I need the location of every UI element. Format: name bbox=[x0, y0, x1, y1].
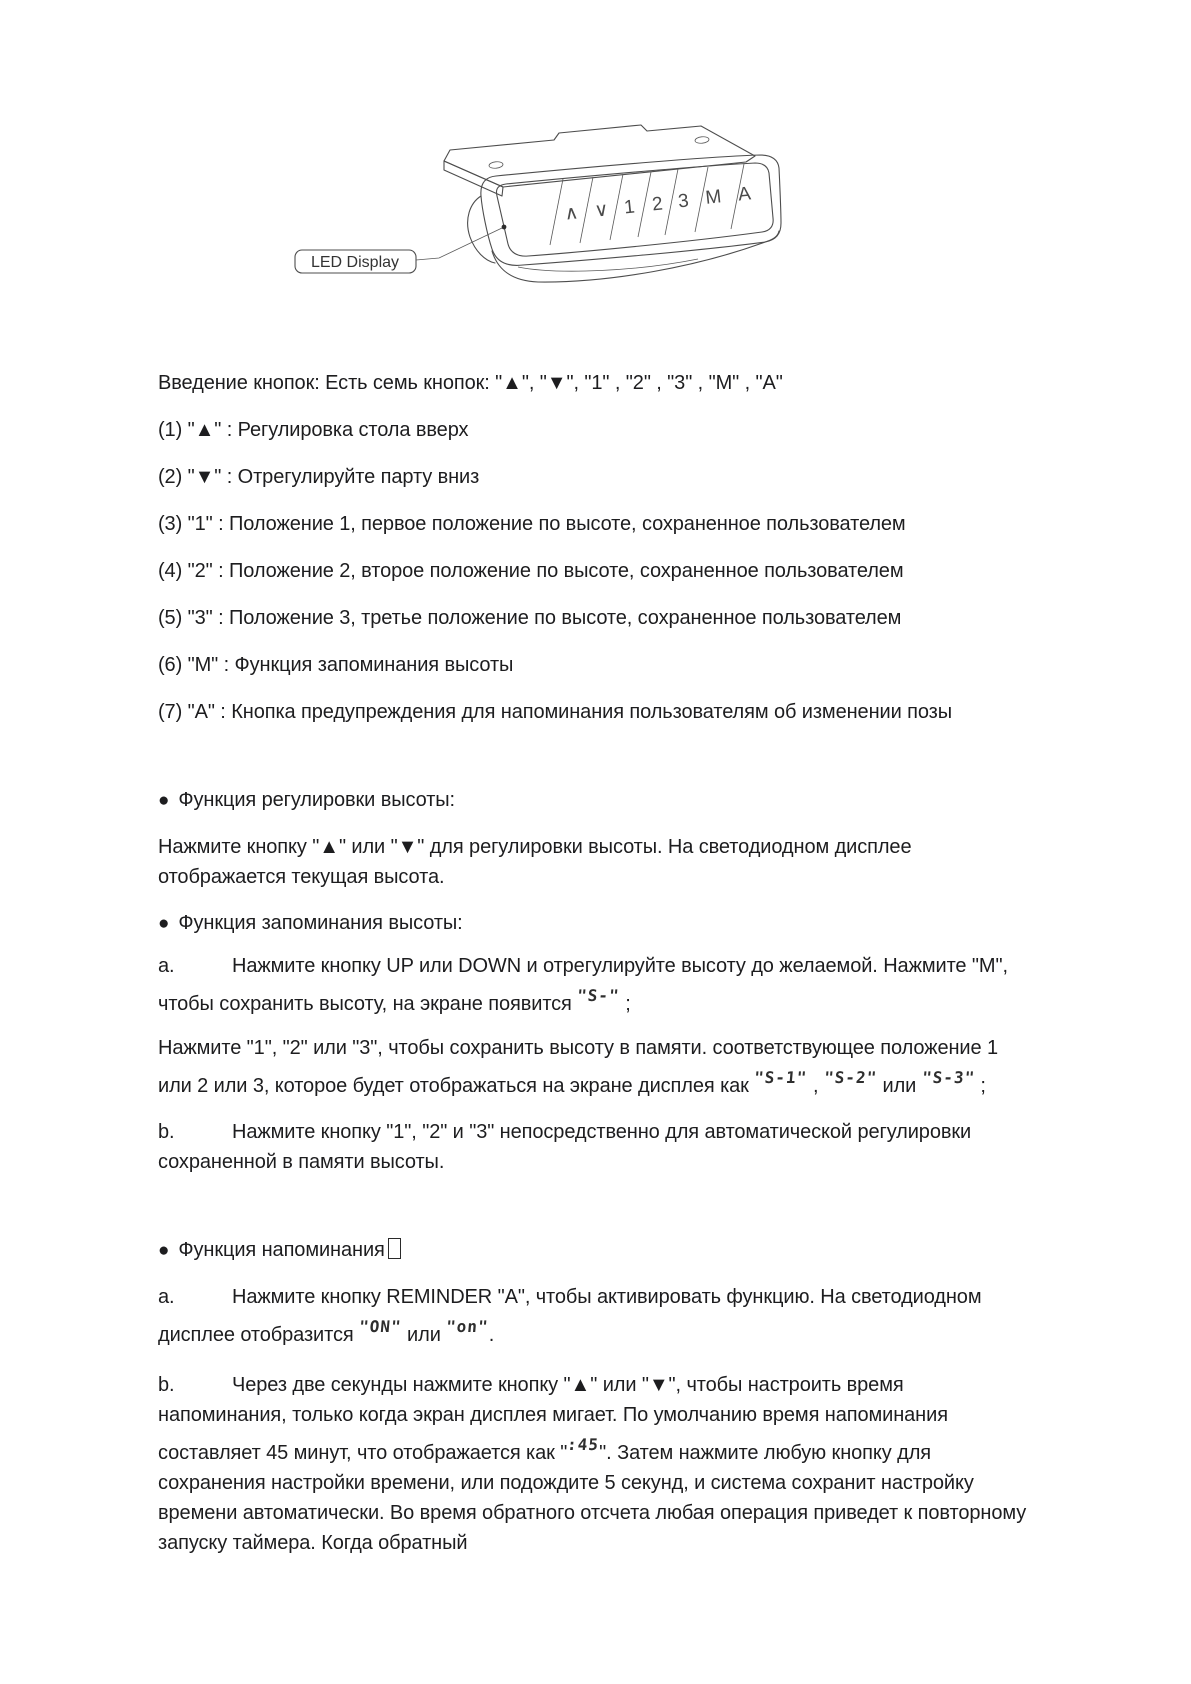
button-item-2: (2) "▼" : Отрегулируйте парту вниз bbox=[158, 466, 480, 488]
memory-heading bbox=[158, 908, 1033, 939]
separator-or: или bbox=[882, 1075, 917, 1097]
bracket-plate bbox=[444, 125, 755, 187]
button-m[interactable]: M bbox=[704, 186, 723, 209]
led-sample-on-lower: "on" bbox=[445, 1317, 490, 1336]
housing-left-curve bbox=[468, 196, 495, 263]
separator: , bbox=[812, 1075, 819, 1097]
reminder-step-b-text1: Через две секунды нажмите кнопку "▲" или "▼", чтобы настроить время напоминания, только когда экран дисплея мигает. По умолчанию время напоминания составляет 45 минут, что отображается как " bbox=[158, 1374, 948, 1464]
bullet-icon: ● bbox=[158, 790, 170, 811]
memory-step-a-text: Нажмите кнопку UP или DOWN и отрегулируйте высоту до желаемой. Нажмите "M", чтобы сохранить высоту, на экране появится bbox=[158, 955, 1008, 1015]
bullet-icon: ● bbox=[158, 913, 170, 934]
bullet-icon: ● bbox=[158, 1240, 170, 1261]
led-sample-s3: "S-3" bbox=[920, 1068, 976, 1087]
memory-step-a bbox=[158, 951, 1033, 1019]
reminder-heading-text: Функция напоминания bbox=[178, 1239, 385, 1261]
step-marker-a: a. bbox=[158, 1286, 175, 1308]
memory-positions-text: Нажмите "1", "2" или "3", чтобы сохранить высоту в памяти. соответствующее положение 1 или 2 или 3, которое будет отображаться на экране дисплея как bbox=[158, 1037, 998, 1097]
button-item-3: (3) "1" : Положение 1, первое положение по высоте, сохраненное пользователем bbox=[158, 513, 906, 535]
separator-or: или bbox=[407, 1324, 441, 1346]
led-display-dot bbox=[502, 225, 507, 230]
led-sample-s2: "S-2" bbox=[823, 1068, 878, 1087]
button-down-icon[interactable]: ∨ bbox=[593, 199, 610, 222]
device-figure bbox=[0, 0, 1191, 340]
reminder-step-a-tail: . bbox=[488, 1324, 495, 1346]
button-item-4: (4) "2" : Положение 2, второе положение по высоте, сохраненное пользователем bbox=[158, 560, 904, 582]
height-adjust-heading-text: Функция регулировки высоты: bbox=[178, 789, 455, 811]
led-sample-45: :45 bbox=[566, 1435, 601, 1454]
button-a[interactable]: A bbox=[737, 183, 752, 206]
reminder-step-b bbox=[158, 1370, 1033, 1558]
memory-step-b-text: Нажмите кнопку "1", "2" и "3" непосредственно для автоматической регулировки сохраненной в памяти высоты. bbox=[158, 1121, 972, 1173]
intro-paragraph: Введение кнопок: Есть семь кнопок: "▲", "▼", "1" , "2" , "3" , "M" , "A" bbox=[158, 372, 783, 394]
control-panel-drawing bbox=[272, 105, 788, 305]
button-up-icon[interactable]: ∧ bbox=[563, 202, 580, 225]
memory-positions bbox=[158, 1033, 1033, 1101]
reminder-step-a bbox=[158, 1282, 1033, 1350]
button-2[interactable]: 2 bbox=[651, 193, 664, 216]
housing-bottom-curve bbox=[492, 231, 779, 282]
button-item-7: (7) "A" : Кнопка предупреждения для напоминания пользователям об изменении позы bbox=[158, 701, 952, 723]
bracket-edge bbox=[444, 161, 503, 196]
button-item-1: (1) "▲" : Регулировка стола вверх bbox=[158, 419, 469, 441]
button-1[interactable]: 1 bbox=[623, 196, 636, 219]
height-adjust-heading bbox=[158, 785, 1033, 816]
memory-positions-tail: ; bbox=[980, 1075, 986, 1097]
manual-text bbox=[0, 368, 1191, 1558]
height-adjust-body: Нажмите кнопку "▲" или "▼" для регулировки высоты. На светодиодном дисплее отображается текущая высота. bbox=[158, 836, 912, 888]
reminder-heading bbox=[158, 1235, 1033, 1266]
button-item-5: (5) "3" : Положение 3, третье положение по высоте, сохраненное пользователем bbox=[158, 607, 902, 629]
housing-seam bbox=[518, 259, 698, 271]
led-sample-on-upper: "ON" bbox=[358, 1317, 403, 1336]
memory-step-b bbox=[158, 1117, 1033, 1177]
screw-hole-right bbox=[695, 136, 710, 144]
led-sample-s1: "S-1" bbox=[753, 1068, 809, 1087]
reminder-step-a-text: Нажмите кнопку REMINDER "A", чтобы активировать функцию. На светодиодном дисплее отобразится bbox=[158, 1286, 982, 1346]
memory-heading-text: Функция запоминания высоты: bbox=[178, 912, 463, 934]
step-marker-a: a. bbox=[158, 955, 175, 977]
led-sample-save: "S-" bbox=[576, 986, 621, 1005]
led-display-label: LED Display bbox=[310, 254, 400, 271]
step-marker-b: b. bbox=[158, 1121, 175, 1143]
button-3[interactable]: 3 bbox=[677, 190, 690, 213]
step-marker-b: b. bbox=[158, 1374, 175, 1396]
button-item-6: (6) "M" : Функция запоминания высоты bbox=[158, 654, 514, 676]
screw-hole-left bbox=[489, 161, 504, 169]
missing-glyph-box bbox=[388, 1238, 401, 1259]
memory-step-a-tail: ; bbox=[625, 993, 631, 1015]
callout-line bbox=[416, 228, 502, 260]
reminder-step-b-text2: ". Затем нажмите любую кнопку для сохранения настройки времени, или подождите 5 секунд, и система сохранит настройку времени автоматически. Во время обратного отсчета любая операция приведет к повторному запуску таймера. Когда обратный bbox=[158, 1442, 1027, 1554]
